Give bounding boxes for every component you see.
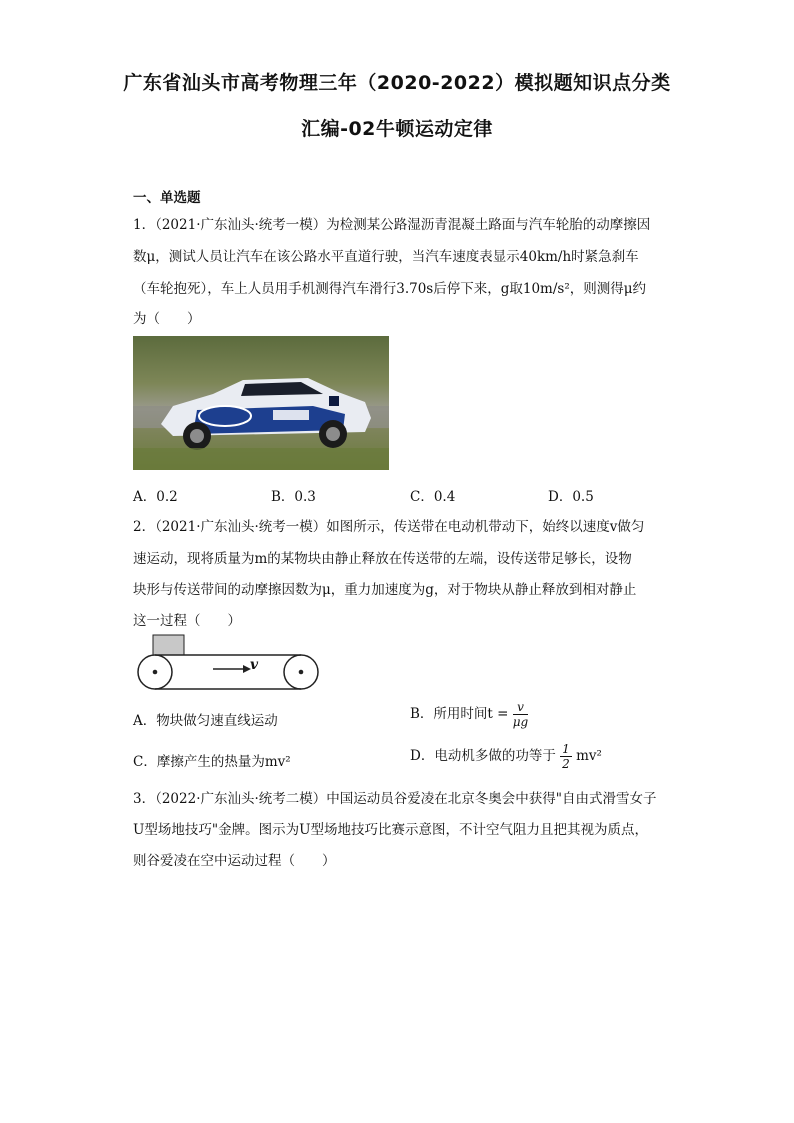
- right-axle: [299, 670, 304, 675]
- q1-option-a: A．0.2: [133, 489, 178, 505]
- q2-option-d-numerator: 1: [562, 742, 570, 756]
- q2-line-1: 2．（2021·广东汕头·统考一模）如图所示，传送带在电动机带动下，始终以速度v做匀: [133, 519, 645, 535]
- q3-line-2: U型场地技巧"金牌。图示为U型场地技巧比赛示意图，不计空气阻力且把其视为质点，: [133, 822, 648, 838]
- race-car-photo: [133, 336, 389, 470]
- q1-line-2: 数μ，测试人员让汽车在该公路水平直道行驶，当汽车速度表显示40km/h时紧急刹车: [133, 249, 639, 265]
- q2-line-3: 块形与传送带间的动摩擦因数为μ，重力加速度为g，对于物块从静止释放到相对静止: [133, 582, 637, 598]
- q2-option-b-numerator: v: [513, 700, 528, 715]
- q2-option-d-fraction: [560, 742, 572, 771]
- q2-option-b: [410, 700, 528, 729]
- q2-line-4: 这一过程（ ）: [133, 613, 241, 629]
- q2-option-d-prefix: D．电动机多做的功等于: [410, 748, 556, 764]
- q1-line-4: 为（ ）: [133, 311, 201, 327]
- document-title-line1: 广东省汕头市高考物理三年（2020-2022）模拟题知识点分类: [123, 72, 671, 94]
- q2-option-b-prefix: B．所用时间t =: [410, 706, 509, 722]
- q2-line-2: 速运动，现将质量为m的某物块由静止释放在传送带的左端，设传送带足够长，设物: [133, 551, 632, 567]
- q2-option-d: [410, 742, 602, 771]
- section-heading: 一、单选题: [133, 190, 201, 206]
- q2-option-b-fraction: [513, 700, 528, 729]
- q3-line-1: 3．（2022·广东汕头·统考二模）中国运动员谷爱凌在北京冬奥会中获得"自由式滑雪女子: [133, 791, 657, 807]
- left-axle: [153, 670, 158, 675]
- q3-line-3: 则谷爱凌在空中运动过程（ ）: [133, 853, 336, 869]
- q1-line-3: （车轮抱死），车上人员用手机测得汽车滑行3.70s后停下来，g取10m/s²，则测得μ约: [133, 281, 647, 297]
- conveyor-belt-diagram: [133, 633, 323, 693]
- document-title-line2: 汇编-02牛顿运动定律: [301, 118, 493, 140]
- q1-option-b: B．0.3: [271, 489, 316, 505]
- q2-option-c: C．摩擦产生的热量为mv²: [133, 754, 291, 770]
- q1-option-d: D．0.5: [548, 489, 594, 505]
- race-car-illustration: [133, 336, 389, 470]
- q2-option-a: A．物块做匀速直线运动: [133, 713, 278, 729]
- q1-option-c: C．0.4: [410, 489, 456, 505]
- velocity-label: v: [250, 657, 259, 673]
- q1-line-1: 1．（2021·广东汕头·统考一模）为检测某公路湿沥青混凝土路面与汽车轮胎的动摩擦因: [133, 217, 651, 233]
- q2-option-d-denominator: 2: [562, 757, 570, 771]
- q2-option-d-suffix: mv²: [576, 748, 602, 764]
- block: [153, 635, 184, 655]
- q2-option-b-denominator: μg: [512, 715, 529, 729]
